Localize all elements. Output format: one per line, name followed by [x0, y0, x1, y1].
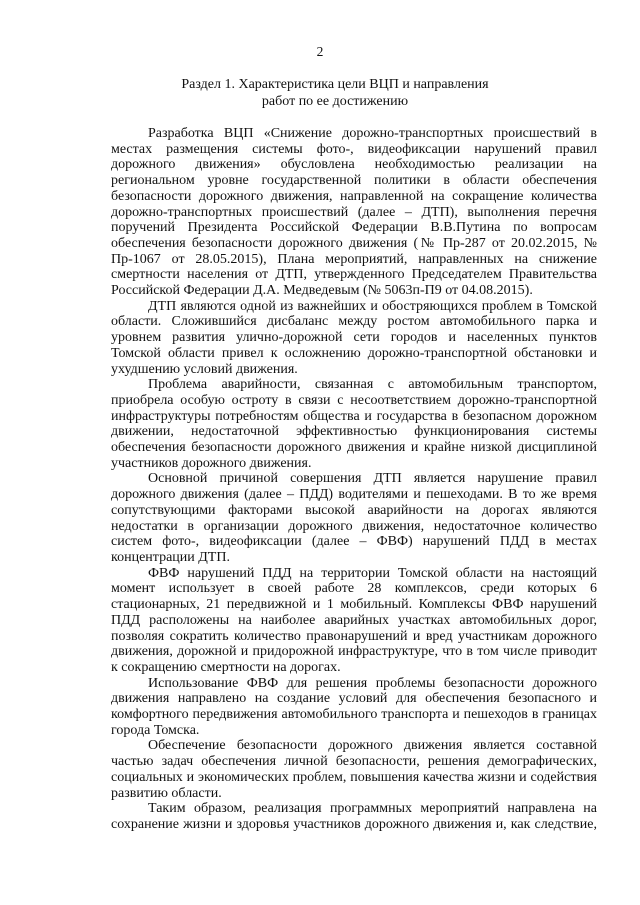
- paragraph: Разработка ВЦП «Снижение дорожно-транспортных происшествий в местах размещения системы фото-, видеофиксации нарушений правил дорожного движения» обусловлена необходимостью реализации на региональном уровне государственной политики в области обеспечения безопасности дорожного движения, направленной на сокращение количества дорожно-транспортных происшествий (далее – ДТП), выполнения перечня поручений Президента Российской Федерации В.В.Путина по вопросам обеспечения безопасности дорожного движения (№ Пр-287 от 20.02.2015, № Пр-1067 от 28.05.2015), Плана мероприятий, направленных на снижение смертности населения от ДТП, утвержденного Председателем Правительства Российской Федерации Д.А. Медведевым (№ 5063п-П9 от 04.08.2015).: [111, 126, 597, 299]
- paragraph: Таким образом, реализация программных мероприятий направлена на сохранение жизни и здоровья участников дорожного движения и, как следствие,: [111, 801, 597, 832]
- paragraph: ДТП являются одной из важнейших и обостряющихся проблем в Томской области. Сложившийся дисбаланс между ростом автомобильного парка и уровнем развития улично-дорожной сети городов и населенных пунктов Томской области привел к осложнению дорожно-транспортной обстановки и ухудшению условий движения.: [111, 298, 597, 377]
- paragraph: Использование ФВФ для решения проблемы безопасности дорожного движения направлено на создание условий для обеспечения безопасного и комфортного передвижения автомобильного транспорта и пешеходов в границах города Томска.: [111, 675, 597, 738]
- section-title-line-2: работ по ее достижению: [261, 93, 409, 109]
- section-title-line-1: Раздел 1. Характеристика цели ВЦП и направления: [181, 77, 489, 92]
- section-title: [120, 77, 550, 110]
- paragraph: Обеспечение безопасности дорожного движения является составной частью задач обеспечения личной безопасности, решения демографических, социальных и экономических проблем, повышения качества жизни и содействия развитию области.: [111, 738, 597, 801]
- page-number: 2: [316, 44, 324, 59]
- paragraph: Основной причиной совершения ДТП является нарушение правил дорожного движения (далее – ПДД) водителями и пешеходами. В то же время сопутствующими факторами высокой аварийности на дорогах являются недостатки в организации дорожного движения, недостаточное количество систем фото-, видеофиксации (далее – ФВФ) нарушений ПДД в местах концентрации ДТП.: [111, 471, 597, 565]
- paragraph: ФВФ нарушений ПДД на территории Томской области на настоящий момент использует в своей работе 28 комплексов, среди которых 6 стационарных, 21 передвижной и 1 мобильный. Комплексы ФВФ нарушений ПДД расположены на наиболее аварийных участках автомобильных дорог, позволяя сократить количество правонарушений и вред участникам дорожного движения, дорожной и придорожной инфраструктуре, что в том числе приводит к сокращению смертности на дорогах.: [111, 565, 597, 675]
- document-body: [111, 126, 597, 833]
- paragraph: Проблема аварийности, связанная с автомобильным транспортом, приобрела особую остроту в связи с несоответствием дорожно-транспортной инфраструктуры потребностям общества и государства в безопасном дорожном движении, недостаточной эффективностью функционирования системы обеспечения безопасности дорожного движения и крайне низкой дисциплиной участников дорожного движения.: [111, 377, 597, 471]
